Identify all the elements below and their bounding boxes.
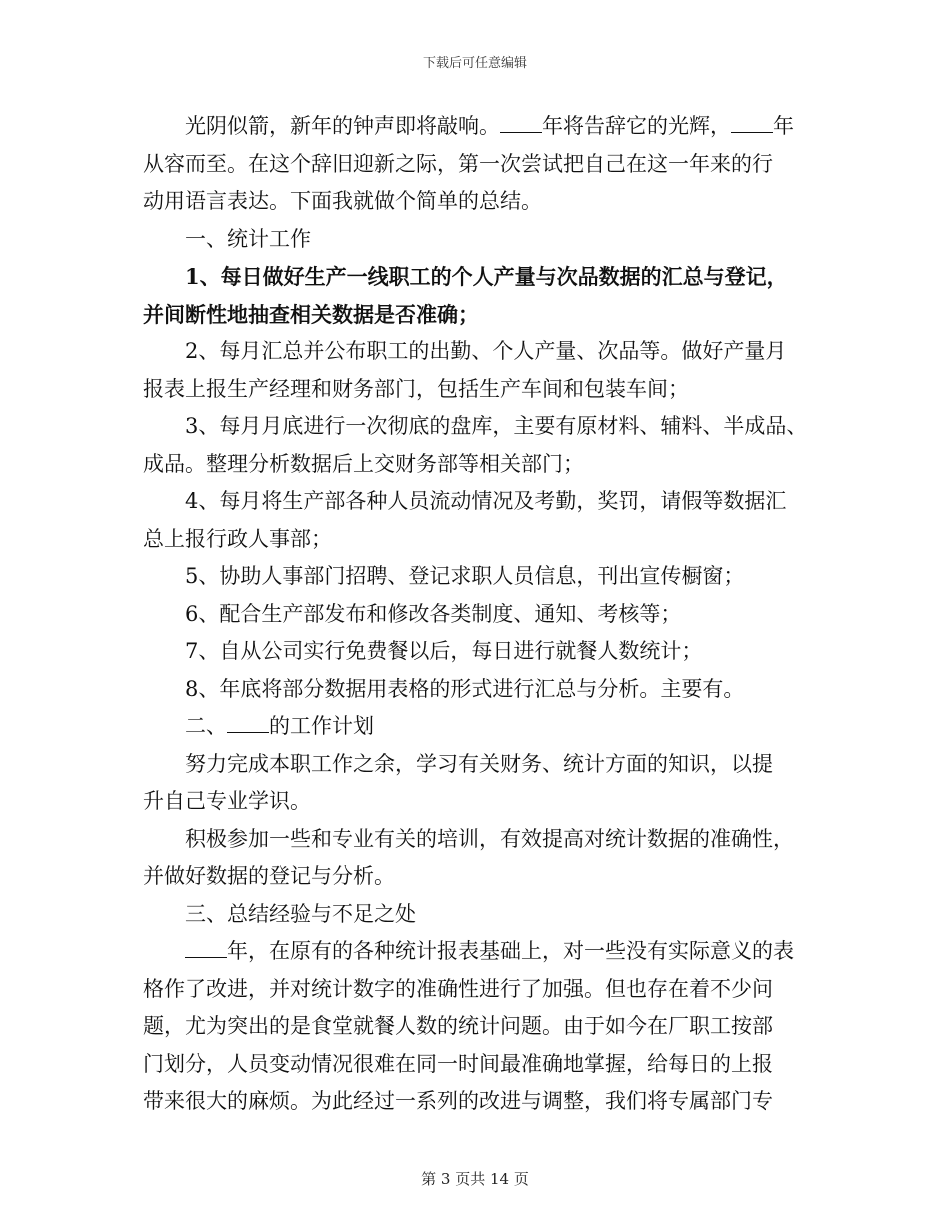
heading-suffix: 的工作计划 xyxy=(269,714,374,738)
section-heading-1 xyxy=(143,221,826,259)
plan-paragraph-2 xyxy=(143,821,826,896)
list-item-line: 成品。整理分析数据后上交财务部等相关部门； xyxy=(143,451,584,476)
paragraph-line: 并做好数据的登记与分析。 xyxy=(143,864,395,888)
intro-line-2: 从容而至。在这个辞旧迎新之际，第一次尝试把自己在这一年来的行 xyxy=(143,151,773,176)
list-item-line: 3、每月月底进行一次彻底的盘库，主要有原材料、辅料、半成品、 xyxy=(185,414,808,438)
list-item xyxy=(143,483,826,558)
list-item-line: 5、协助人事部门招聘、登记求职人员信息，刊出宣传橱窗； xyxy=(185,564,745,588)
list-item-line: 1、每日做好生产一线职工的个人产量与次品数据的汇总与登记， xyxy=(185,264,788,289)
list-item-line: 总上报行政人事部； xyxy=(143,526,332,551)
paragraph-line: 题，尤为突出的是食堂就餐人数的统计问题。由于如今在厂职工按部 xyxy=(143,1014,773,1038)
plan-paragraph-1 xyxy=(143,746,826,821)
list-item-line: 2、每月汇总并公布职工的出勤、个人产量、次品等。做好产量月 xyxy=(185,339,787,363)
list-item xyxy=(143,671,826,709)
list-item xyxy=(143,258,826,333)
paragraph-line: 带来很大的麻烦。为此经过一系列的改进与调整，我们将专属部门专 xyxy=(143,1089,773,1113)
list-item xyxy=(143,408,826,483)
list-item-line: 报表上报生产经理和财务部门，包括生产车间和包装车间； xyxy=(143,376,689,401)
list-item xyxy=(143,333,826,408)
intro-line-3: 动用语言表达。下面我就做个简单的总结。 xyxy=(143,189,542,213)
list-item-line: 8、年底将部分数据用表格的形式进行汇总与分析。主要有。 xyxy=(185,676,745,701)
intro-paragraph xyxy=(143,108,826,221)
paragraph-line xyxy=(143,933,826,971)
page-header: 下载后可任意编辑 xyxy=(422,56,527,71)
section-heading-2 xyxy=(143,708,826,746)
year-blank xyxy=(500,114,542,133)
list-item-line: 并间断性地抽查相关数据是否准确； xyxy=(143,301,479,327)
list-item-line: 6、配合生产部发布和修改各类制度、通知、考核等； xyxy=(185,601,682,626)
paragraph-line: 格作了改进，并对统计数字的准确性进行了加强。但也存在着不少问 xyxy=(143,976,773,1001)
page-footer: 第 3 页共 14 页 xyxy=(421,1170,529,1188)
intro-text-a: 光阴似箭，新年的钟声即将敲响。 xyxy=(185,114,500,138)
year-blank xyxy=(227,714,269,733)
paragraph-line: 门划分，人员变动情况很难在同一时间最准确地掌握，给每日的上报 xyxy=(143,1051,773,1076)
heading-prefix: 二、 xyxy=(185,714,227,738)
section-heading-3-text: 三、总结经验与不足之处 xyxy=(185,901,416,926)
paragraph-line: 积极参加一些和专业有关的培训，有效提高对统计数据的准确性， xyxy=(185,826,794,851)
intro-text-c: 年 xyxy=(773,114,794,138)
list-item-line: 4、每月将生产部各种人员流动情况及考勤，奖罚，请假等数据汇 xyxy=(185,489,787,513)
section-heading-1-text: 一、统计工作 xyxy=(185,226,311,251)
list-item xyxy=(143,596,826,634)
summary-first-text: 年，在原有的各种统计报表基础上，对一些没有实际意义的表 xyxy=(227,939,794,963)
section-heading-3 xyxy=(143,896,826,934)
paragraph-line: 努力完成本职工作之余，学习有关财务、统计方面的知识，以提 xyxy=(185,751,773,776)
intro-text-b: 年将告辞它的光辉， xyxy=(542,114,731,138)
list-item xyxy=(143,633,826,671)
section-heading-2-text xyxy=(143,708,826,746)
list-item xyxy=(143,558,826,596)
year-blank xyxy=(731,114,773,133)
summary-paragraph xyxy=(143,933,826,1121)
document-body xyxy=(143,108,826,1121)
year-blank xyxy=(185,939,227,958)
intro-line-1 xyxy=(143,108,826,146)
paragraph-line: 升自己专业学识。 xyxy=(143,789,311,813)
list-item-line: 7、自从公司实行免费餐以后，每日进行就餐人数统计； xyxy=(185,639,703,663)
